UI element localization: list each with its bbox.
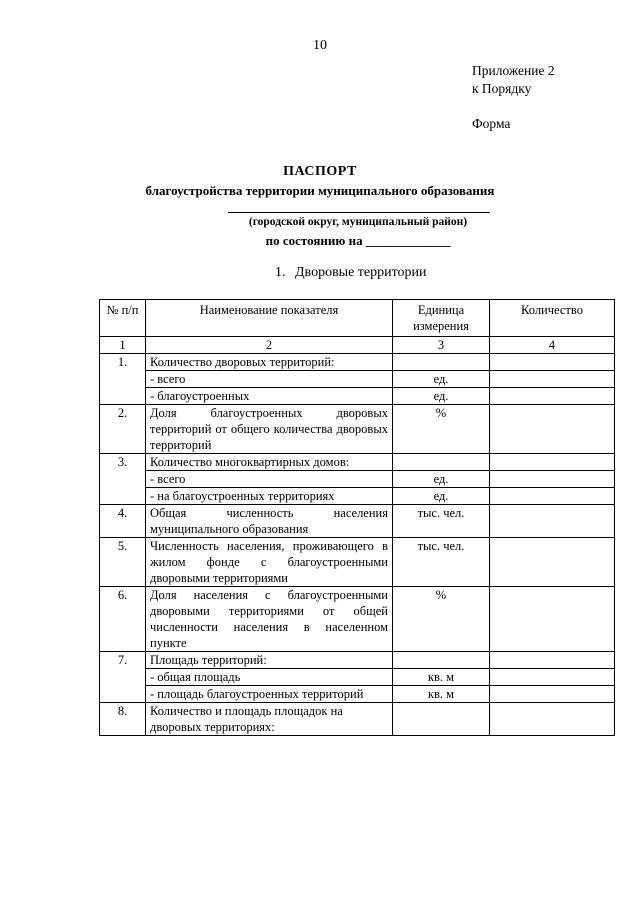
row-unit: тыс. чел. bbox=[393, 538, 490, 587]
section-number: 1. bbox=[275, 265, 286, 280]
table-row bbox=[100, 354, 615, 371]
header-name: Наименование показателя bbox=[146, 300, 393, 337]
as-of-date-line: по состоянию на _____________ bbox=[265, 233, 451, 248]
row-number: 5. bbox=[100, 538, 146, 587]
row-qty bbox=[490, 354, 615, 371]
table-header-row bbox=[100, 300, 615, 337]
row-qty bbox=[490, 371, 615, 388]
subrow-name: - общая площадь bbox=[146, 669, 393, 686]
table-row bbox=[100, 703, 615, 736]
row-qty bbox=[490, 652, 615, 669]
subrow-unit: ед. bbox=[393, 471, 490, 488]
document-title: ПАСПОРТ bbox=[283, 164, 357, 179]
table-subrow bbox=[100, 488, 615, 505]
subrow-name: - всего bbox=[146, 471, 393, 488]
row-unit bbox=[393, 454, 490, 471]
row-qty bbox=[490, 388, 615, 405]
subrow-unit: ед. bbox=[393, 371, 490, 388]
row-unit: % bbox=[393, 405, 490, 454]
table-row bbox=[100, 538, 615, 587]
table-subrow bbox=[100, 471, 615, 488]
annex-label bbox=[472, 62, 555, 98]
header-qty: Количество bbox=[490, 300, 615, 337]
header-unit: Единица измерения bbox=[393, 300, 490, 337]
row-qty bbox=[490, 587, 615, 652]
section-title: Дворовые территории bbox=[295, 265, 427, 280]
row-number: 1. bbox=[100, 354, 146, 405]
table-row bbox=[100, 405, 615, 454]
table-row bbox=[100, 652, 615, 669]
table-row bbox=[100, 587, 615, 652]
col-number: 3 bbox=[393, 337, 490, 354]
row-qty bbox=[490, 703, 615, 736]
row-name: Доля населения с благоустроенными дворовыми территориями от общей численности населения в населенном пункте bbox=[146, 587, 393, 652]
row-qty bbox=[490, 471, 615, 488]
row-name: Количество многоквартирных домов: bbox=[146, 454, 393, 471]
row-number: 7. bbox=[100, 652, 146, 703]
row-name: Численность населения, проживающего в жилом фонде с благоустроенными дворовыми территориями bbox=[146, 538, 393, 587]
row-unit: тыс. чел. bbox=[393, 505, 490, 538]
row-qty bbox=[490, 505, 615, 538]
table-subrow bbox=[100, 669, 615, 686]
row-name: Общая численность населения муниципального образования bbox=[146, 505, 393, 538]
row-qty bbox=[490, 686, 615, 703]
row-qty bbox=[490, 454, 615, 471]
row-qty bbox=[490, 538, 615, 587]
row-name: Количество дворовых территорий: bbox=[146, 354, 393, 371]
row-number: 8. bbox=[100, 703, 146, 736]
indicators-table bbox=[99, 299, 615, 736]
row-unit: % bbox=[393, 587, 490, 652]
page-number: 10 bbox=[313, 38, 327, 53]
subrow-name: - на благоустроенных территориях bbox=[146, 488, 393, 505]
subrow-unit: ед. bbox=[393, 488, 490, 505]
row-qty bbox=[490, 488, 615, 505]
row-number: 2. bbox=[100, 405, 146, 454]
row-name: Площадь территорий: bbox=[146, 652, 393, 669]
row-number: 6. bbox=[100, 587, 146, 652]
row-name: Доля благоустроенных дворовых территорий от общего количества дворовых территорий bbox=[146, 405, 393, 454]
row-qty bbox=[490, 669, 615, 686]
annex-line-1: Приложение 2 bbox=[472, 63, 555, 78]
fill-in-hint: (городской округ, муниципальный район) bbox=[248, 216, 468, 228]
table-subrow bbox=[100, 388, 615, 405]
row-qty bbox=[490, 405, 615, 454]
col-number: 4 bbox=[490, 337, 615, 354]
row-unit bbox=[393, 652, 490, 669]
subrow-unit: кв. м bbox=[393, 686, 490, 703]
row-number: 4. bbox=[100, 505, 146, 538]
subrow-name: - всего bbox=[146, 371, 393, 388]
subrow-unit: ед. bbox=[393, 388, 490, 405]
row-unit bbox=[393, 354, 490, 371]
table-subrow bbox=[100, 371, 615, 388]
section-heading bbox=[275, 265, 427, 281]
column-number-row bbox=[100, 337, 615, 354]
row-name: Количество и площадь площадок на дворовых территориях: bbox=[146, 703, 393, 736]
subrow-unit: кв. м bbox=[393, 669, 490, 686]
row-number: 3. bbox=[100, 454, 146, 505]
col-number: 2 bbox=[146, 337, 393, 354]
subrow-name: - благоустроенных bbox=[146, 388, 393, 405]
table-row bbox=[100, 505, 615, 538]
subrow-name: - площадь благоустроенных территорий bbox=[146, 686, 393, 703]
document-subtitle: благоустройства территории муниципального образования bbox=[145, 183, 495, 198]
row-unit bbox=[393, 703, 490, 736]
table-subrow bbox=[100, 686, 615, 703]
header-num: № п/п bbox=[100, 300, 146, 337]
fill-in-line bbox=[228, 212, 490, 213]
form-label: Форма bbox=[472, 116, 511, 131]
table-row bbox=[100, 454, 615, 471]
annex-line-2: к Порядку bbox=[472, 81, 532, 96]
col-number: 1 bbox=[100, 337, 146, 354]
